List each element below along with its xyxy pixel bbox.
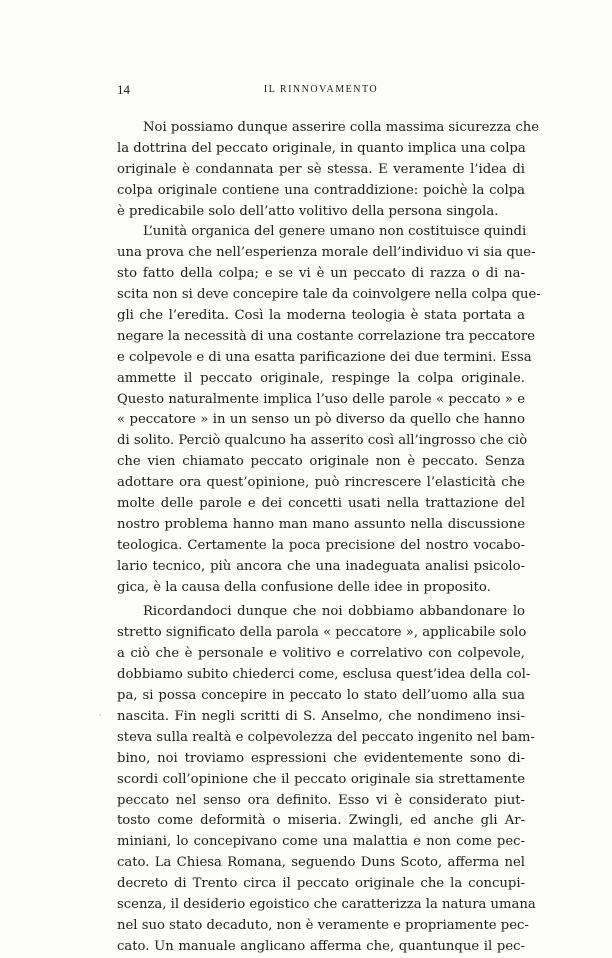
text-line: e colpevole e di una esatta parificazione dei due termini. Essa — [117, 349, 532, 365]
text-line: miniani, lo concepivano come una malattia e non come pec- — [117, 834, 525, 850]
text-line: gli che l’eredita. Così la moderna teologia è stata portata a — [117, 308, 525, 324]
text-line: a ciò che è personale e volitivo e correlativo con colpevole, — [117, 646, 525, 662]
paragraph — [117, 222, 541, 598]
paragraph — [117, 602, 536, 957]
text-line: molte delle parole e dei concetti usati nella trattazione del — [117, 496, 525, 512]
body-text — [117, 118, 541, 958]
text-line: « peccatore » in un senso un pò diverso da quello che hanno — [117, 412, 525, 428]
margin-mark: · — [99, 711, 102, 720]
text-line: cato. Un manuale anglicano afferma che, quantunque il pec- — [117, 938, 525, 954]
text-line: bino, noi troviamo espressioni che evidentemente sono di- — [117, 750, 525, 766]
text-line: Questo naturalmente implica l’uso delle parole « peccato » e — [117, 391, 525, 407]
text-line: steva sulla realtà e colpevolezza del peccato ingenito nel bam- — [117, 729, 535, 745]
text-line: cato. La Chiesa Romana, seguendo Duns Scoto, afferma nel — [117, 855, 525, 871]
text-line: tosto come deformità o miseria. Zwingli, ed anche gli Ar- — [117, 813, 525, 829]
text-line: la dottrina del peccato originale, in quanto implica una colpa — [117, 140, 526, 156]
text-line: scita non si deve concepire tale da coinvolgere nella colpa que- — [117, 287, 541, 303]
page-number: 14 — [117, 82, 130, 97]
paragraph — [117, 118, 540, 222]
text-line: nostro problema hanno man mano assunto nella discussione — [117, 516, 525, 532]
text-line: sto fatto della colpa; e se vi è un peccato di razza o di na- — [117, 266, 525, 282]
text-line: una prova che nell’esperienza morale dell’individuo vi sia que- — [117, 245, 536, 261]
text-line: teologica. Certamente la poca precisione del nostro vocabo- — [117, 537, 525, 553]
text-line: scenza, il desiderio egoistico che caratterizza la natura umana — [117, 896, 536, 912]
text-line: colpa originale contiene una contraddizione: poichè la colpa — [117, 182, 525, 198]
text-line: lario tecnico, più ancora che una inadeguata analisi psicolo- — [117, 558, 525, 574]
text-line: scordi coll’opinione che il peccato originale sia strettamente — [117, 771, 525, 787]
text-line: pa, si possa concepire in peccato lo stato dell’uomo alla sua — [117, 688, 525, 704]
text-line: di solito. Perciò qualcuno ha asserito così all’ingrosso che ciò — [117, 433, 528, 449]
text-line: Ricordandoci dunque che noi dobbiamo abbandonare lo — [143, 604, 525, 620]
text-line: nascita. Fin negli scritti di S. Anselmo, che nondimeno insi- — [117, 708, 525, 724]
text-line: L’unità organica del genere umano non costituisce quindi — [143, 224, 527, 240]
text-line: decreto di Trento circa il peccato originale che la concupi- — [117, 876, 525, 892]
running-title: IL RINNOVAMENTO — [263, 84, 379, 95]
text-line: è predicabile solo dell’atto volitivo della persona singola. — [117, 203, 499, 219]
text-line: Noi possiamo dunque asserire colla massima sicurezza che — [143, 120, 540, 135]
text-line: nel suo stato decaduto, non è veramente e propriamente pec- — [117, 917, 529, 933]
text-line: stretto significato della parola « peccatore », applicabile solo — [117, 625, 527, 641]
text-line: adottare ora quest’opinione, può rincrescere l’elasticità che — [117, 475, 525, 491]
text-line: negare la necessità di una costante correlazione tra peccatore — [117, 328, 536, 344]
page-header — [117, 82, 525, 98]
text-line: dobbiamo subito chiederci come, esclusa quest’idea della col- — [117, 667, 531, 683]
text-line: che vien chiamato peccato originale non è peccato. Senza — [117, 454, 525, 470]
text-line: ammette il peccato originale, respinge la colpa originale. — [117, 370, 525, 386]
text-line: originale è condannata per sè stessa. E veramente l’idea di — [117, 161, 525, 177]
text-line: gica, è la causa della confusione delle idee in proposito. — [117, 579, 491, 595]
text-line: peccato nel senso ora definito. Esso vi è considerato piut- — [117, 792, 525, 808]
